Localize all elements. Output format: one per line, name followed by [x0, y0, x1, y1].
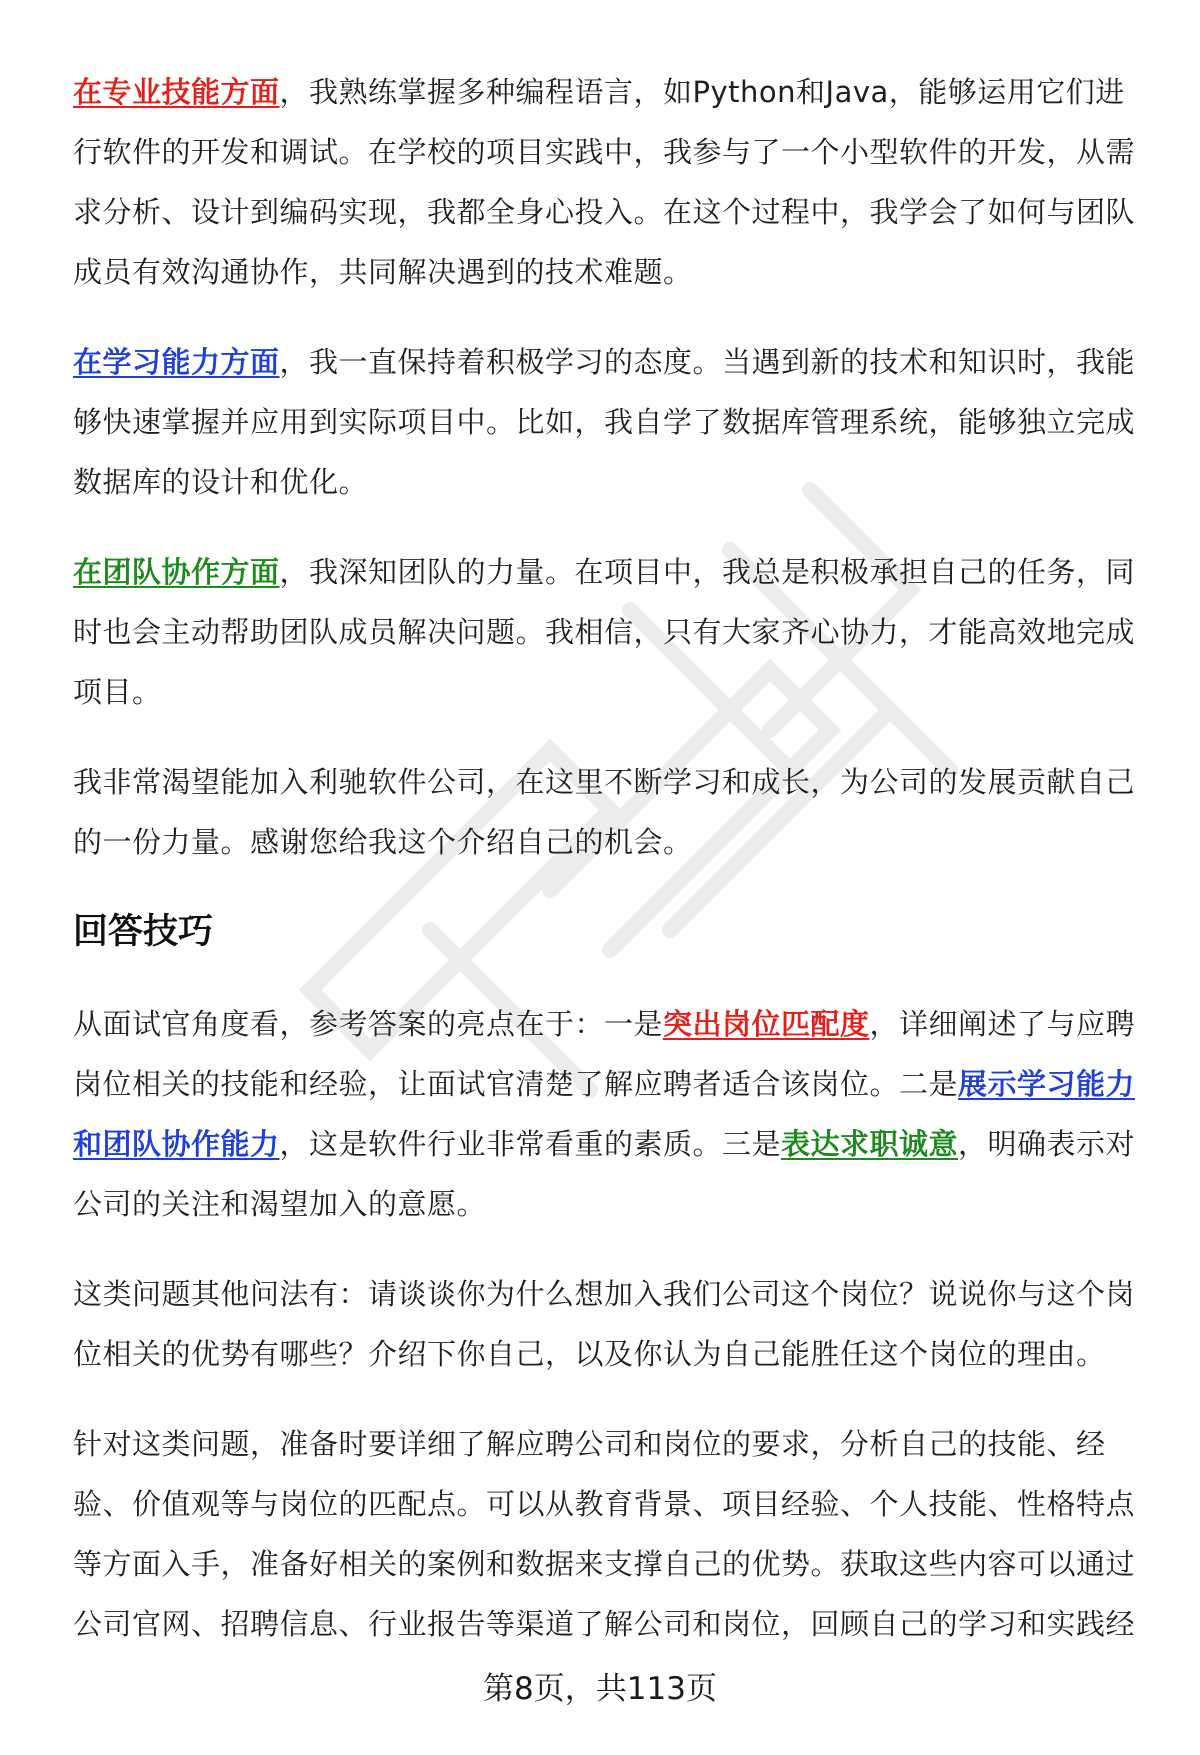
tips-text-3: ，这是软件行业非常看重的素质。三是 [279, 1127, 782, 1161]
highlight-job-match: 突出岗位匹配度 [663, 1007, 870, 1041]
tips-text-2: ，详细阐述了与应聘岗位相关的技能和经验，让面试官清楚了解应聘者适合该岗位。二是 [73, 1007, 1136, 1101]
tips-text-4: ，明确表示对公司的关注和渴望加入的意愿。 [73, 1127, 1136, 1221]
paragraph-teamwork [73, 542, 1145, 722]
document-body [73, 62, 1145, 1684]
paragraph-tips-highlights [73, 994, 1145, 1234]
page-number: 第8页，共113页 [483, 1671, 717, 1707]
highlight-learning-teamwork: 展示学习能力和团队协作能力 [73, 1067, 1136, 1161]
paragraph-teamwork-text: ，我深知团队的力量。在项目中，我总是积极承担自己的任务，同时也会主动帮助团队成员解决问题。我相信，只有大家齐心协力，才能高效地完成项目。 [73, 555, 1136, 709]
paragraph-preparation: 针对这类问题，准备时要详细了解应聘公司和岗位的要求，分析自己的技能、经验、价值观等与岗位的匹配点。可以从教育背景、项目经验、个人技能、性格特点等方面入手，准备好相关的案例和数据来支撑自己的优势。获取这些内容可以通过公司官网、招聘信息、行业报告等渠道了解公司和岗位，回顾自己的学习和实践经 [73, 1427, 1136, 1641]
paragraph-skills [73, 62, 1145, 302]
section-heading: 回答技巧 [73, 912, 214, 952]
highlight-sincerity: 表达求职诚意 [781, 1127, 959, 1161]
paragraph-alternative-questions: 这类问题其他问法有：请谈谈你为什么想加入我们公司这个岗位？说说你与这个岗位相关的优势有哪些？介绍下你自己，以及你认为自己能胜任这个岗位的理由。 [73, 1277, 1136, 1371]
highlight-teamwork: 在团队协作方面 [73, 555, 280, 589]
highlight-skills: 在专业技能方面 [73, 75, 280, 109]
paragraph-closing: 我非常渴望能加入利驰软件公司，在这里不断学习和成长，为公司的发展贡献自己的一份力量。感谢您给我这个介绍自己的机会。 [73, 765, 1136, 859]
paragraph-learning [73, 332, 1145, 512]
tips-text-1: 从面试官角度看，参考答案的亮点在于：一是 [73, 1007, 664, 1041]
paragraph-learning-text: ，我一直保持着积极学习的态度。当遇到新的技术和知识时，我能够快速掌握并应用到实际项目中。比如，我自学了数据库管理系统，能够独立完成数据库的设计和优化。 [73, 345, 1136, 499]
paragraph-skills-text: ，我熟练掌握多种编程语言，如Python和Java，能够运用它们进行软件的开发和调试。在学校的项目实践中，我参与了一个小型软件的开发，从需求分析、设计到编码实现，我都全身心投入。在这个过程中，我学会了如何与团队成员有效沟通协作，共同解决遇到的技术难题。 [73, 75, 1136, 289]
highlight-learning: 在学习能力方面 [73, 345, 280, 379]
